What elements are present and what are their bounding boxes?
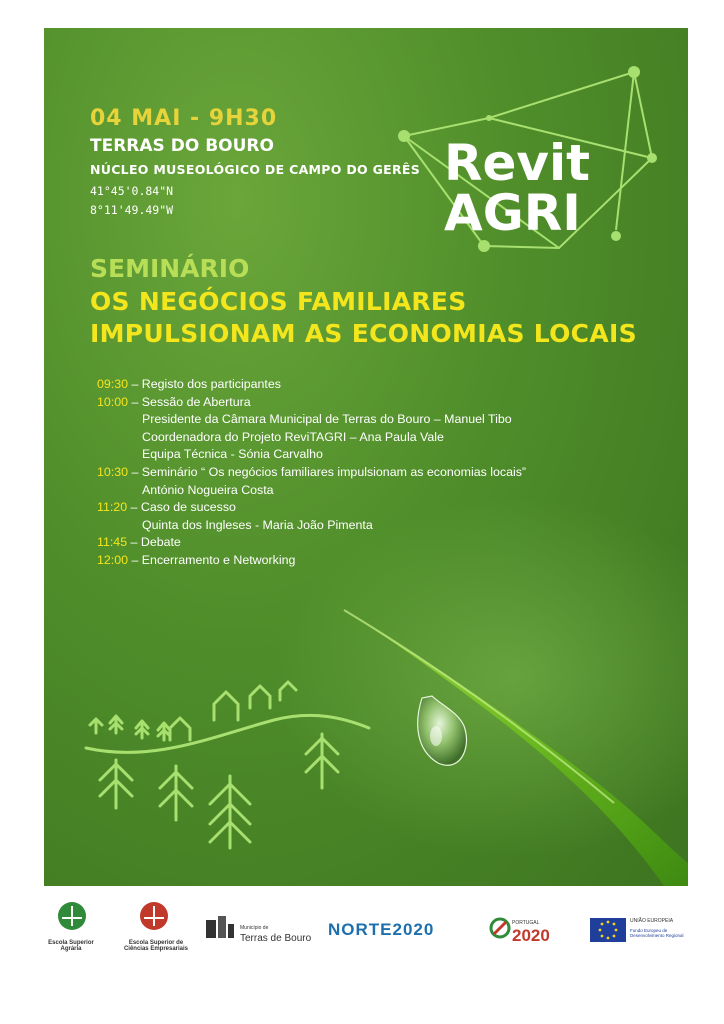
municipality-name: Terras de Bouro [240,933,312,944]
seminar-label: SEMINÁRIO [90,254,250,283]
event-longitude: 8°11'49.49"W [90,203,174,217]
program-item-text: – Encerramento e Networking [128,552,296,567]
program-item-text: Presidente da Câmara Municipal de Terras do Bouro – Manuel Tibo [142,412,512,427]
program-item-text: – Sessão de Abertura [128,394,251,409]
portugal2020-logo [491,919,509,937]
school-agraria-logo [58,902,86,930]
program-item-text: – Debate [127,535,181,550]
event-date-time: 04 MAI - 9H30 [90,106,278,131]
revitagri-logo [384,58,664,258]
municipality-small-label: Município de [240,925,269,931]
eu-fund: Fundo Europeu de Desenvolvimento Regional [630,928,684,938]
program-item-time: 12:00 [97,552,129,567]
eu-title: UNIÃO EUROPEIA [630,918,674,924]
logo-text-agri: AGRI [444,184,581,242]
program-item-text: Equipa Técnica - Sónia Carvalho [142,447,323,462]
program-item-time: 10:30 [97,464,129,479]
school2-name: Escola Superior de Ciências Empresariais [123,940,189,952]
municipality-crest-icon [206,916,234,938]
event-municipality: TERRAS DO BOURO [90,136,274,156]
program-item [97,517,657,535]
program-item [97,482,657,500]
event-venue: NÚCLEO MUSEOLÓGICO DE CAMPO DO GERÊS [90,162,421,177]
program-item [97,411,657,429]
program-item-time: 09:30 [97,377,129,391]
seminar-title-line2: IMPULSIONAM AS ECONOMIAS LOCAIS [90,319,637,348]
program-schedule [97,376,657,570]
program-item-time: 11:45 [97,535,128,550]
event-latitude: 41°45'0.84"N [90,184,174,198]
norte2020-text: NORTE2020 [328,920,435,939]
portugal2020-year: 2020 [512,926,550,945]
school-empresariais-logo [140,902,168,930]
program-item [97,446,657,464]
program-item [97,552,657,570]
program-item-text: António Nogueira Costa [142,482,274,497]
program-item-text: Quinta dos Ingleses - Maria João Pimenta [142,517,373,532]
logo-text-revit: Revit [444,134,591,192]
program-item [97,394,657,412]
seminar-title-line1: OS NEGÓCIOS FAMILIARES [90,287,467,316]
program-item-text: – Caso de sucesso [127,500,236,515]
portugal-small-label: PORTUGAL [512,920,540,926]
program-item [97,534,657,552]
program-item-text: Coordenadora do Projeto ReviTAGRI – Ana Paula Vale [142,429,444,444]
program-item [97,376,657,394]
event-poster [44,28,688,886]
eu-flag-icon [590,918,626,942]
program-item [97,429,657,447]
program-item-text: – Registo dos participantes [128,377,281,391]
program-item-text: – Seminário “ Os negócios familiares impulsionam as economias locais” [128,464,527,479]
program-item-time: 11:20 [97,500,128,515]
program-item-time: 10:00 [97,394,129,409]
program-item [97,499,657,517]
sponsor-logos-footer [0,886,724,1024]
school1-name: Escola Superior Agrária [48,940,94,952]
program-item [97,464,657,482]
